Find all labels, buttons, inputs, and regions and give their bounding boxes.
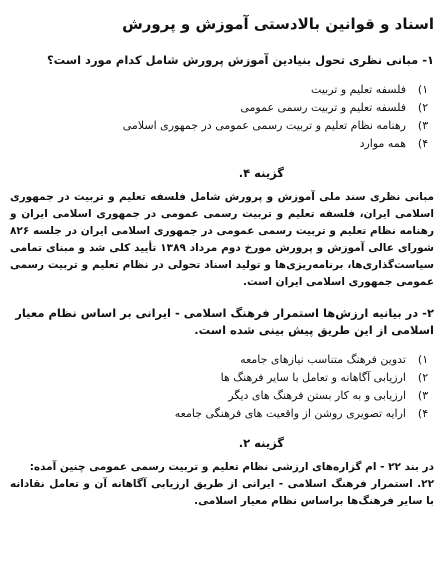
option-number: ۴) [417,407,429,420]
option-item [10,117,430,135]
option-number: ۱) [417,83,429,96]
question-1-answer: گزینه ۴. [238,166,284,180]
option-text: ارایه تصویری روشن از واقعیت های فرهنگی جامعه [174,407,406,420]
question-1-options [10,81,434,153]
option-number: ۱) [417,353,429,366]
option-item [10,81,430,99]
option-text: ارزیابی آگاهانه و تعامل با سایر فرهنگ ها [220,371,406,384]
option-number: ۳) [417,119,429,132]
question-2 [10,305,434,510]
option-text: فلسفه تعلیم و تربیت [311,83,406,96]
question-1-explanation: مبانی نظری سند ملی آموزش و پرورش شامل فلسفه تعلیم و تربیت در جمهوری اسلامی ایران، فلسفه تعلیم و تربیت رسمی عمومی در جمهوری اسلامی ایران و رهنامه نظام تعلیم و تربیت رسمی عمومی در جمهوری اسلامی ایران در جلسه ۸۲۶ شورای عالی آموزش و پرورش مورخ دوم مرداد ۱۳۸۹ تأیید کلی شد و مبنای تمامی سیاست‌گذاری‌ها، برنامه‌ریزی‌ها و تولید اسناد تحولی در نظام تعلیم و تربیت رسمی عمومی جمهوری اسلامی ایران است. [10,191,435,288]
question-1 [10,52,434,291]
question-2-explanation: در بند ۲۲ - ام گزاره‌های ارزشی نظام تعلیم و تربیت رسمی عمومی چنین آمده: ۲۲. استمرار فرهنگ اسلامی - ایرانی از طریق ارزیابی آگاهانه آن و تعامل نقادانه با سایر فرهنگ‌ها براساس نظام معیار اسلامی. [10,461,434,507]
option-number: ۲) [417,371,429,384]
question-2-options [10,351,434,423]
question-2-answer: گزینه ۲. [238,436,284,450]
option-item [10,351,430,369]
option-item [10,387,430,405]
question-1-prompt: ۱- مبانی نظری تحول بنیادین آموزش پرورش شامل کدام مورد است؟ [46,53,434,67]
option-text: همه موارد [359,137,406,150]
option-number: ۴) [417,137,429,150]
option-text: تدوین فرهنگ متناسب نیازهای جامعه [240,353,406,366]
option-text: فلسفه تعلیم و تربیت رسمی عمومی [240,101,406,114]
option-item [10,405,430,423]
page-title: اسناد و قوانین بالادستی آموزش و پرورش [122,15,434,33]
question-2-prompt: ۲- در بیانیه ارزش‌ها استمرار فرهنگ اسلامی - ایرانی بر اساس نظام معیار اسلامی از این طریق پیش بینی شده است. [15,306,434,337]
option-item [10,135,430,153]
option-item [10,99,430,117]
option-item [10,369,430,387]
option-number: ۳) [417,389,429,402]
option-number: ۲) [417,101,429,114]
option-text: ارزیابی و به کار بستن فرهنگ های دیگر [228,389,406,402]
option-text: رهنامه نظام تعلیم و تربیت رسمی عمومی در جمهوری اسلامی [122,119,406,132]
